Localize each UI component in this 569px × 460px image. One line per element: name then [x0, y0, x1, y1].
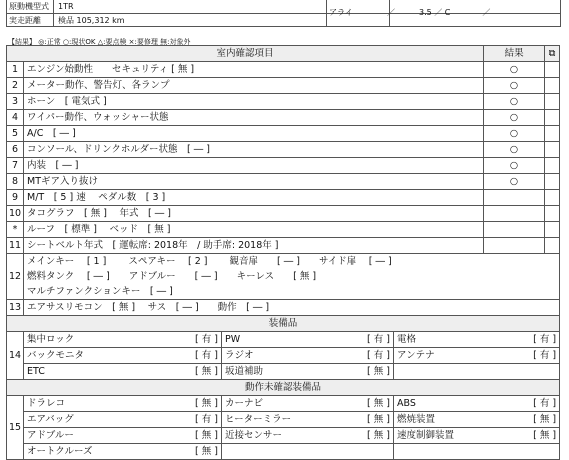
equipment-name: 速度制御装置 — [397, 429, 455, 441]
row-number: 1 — [7, 62, 24, 78]
result-mark: ○ — [484, 174, 545, 190]
item-text: 内装 [ ― ] — [24, 158, 484, 174]
engine-model-label: 原動機型式 — [7, 0, 54, 13]
equipment-name: バックモニタ — [27, 349, 85, 361]
result-header: 結果 — [484, 46, 545, 62]
equipment-cell — [222, 348, 394, 364]
row-number: 7 — [7, 158, 24, 174]
result-mark — [484, 222, 545, 238]
blank-cell — [545, 126, 560, 142]
unverified-row — [7, 428, 560, 444]
item-text: ホーン [ 電気式 ] — [24, 94, 484, 110]
result-mark: ○ — [484, 158, 545, 174]
equipment-name: アンテナ — [397, 349, 435, 361]
blank-cell — [545, 174, 560, 190]
result-mark: ○ — [484, 94, 545, 110]
equipment-status: [ 無 ] — [195, 365, 218, 377]
equipment-row — [7, 348, 560, 364]
mileage-label: 実走距離 — [7, 14, 54, 27]
equipment-status: [ 無 ] — [367, 397, 390, 409]
equipment-status: [ 無 ] — [367, 413, 390, 425]
item-text: メーター動作、警告灯、各ランプ — [24, 78, 484, 94]
row-number: 5 — [7, 126, 24, 142]
interior-row — [7, 142, 560, 158]
equipment-cell — [222, 396, 394, 412]
result-mark: ○ — [484, 110, 545, 126]
equipment-name: ETC — [27, 365, 45, 377]
interior-row — [7, 94, 560, 110]
interior-row — [7, 62, 560, 78]
row-number: 12 — [7, 254, 24, 300]
equipment-cell — [24, 332, 222, 348]
equipment-status: [ 無 ] — [533, 429, 557, 441]
result-mark: ○ — [484, 142, 545, 158]
equipment-cell — [24, 364, 222, 380]
equipment-cell — [24, 348, 222, 364]
equipment-cell — [222, 364, 394, 380]
equipment-cell — [222, 444, 394, 460]
key-info-line: メインキー [ 1 ] スペアキー [ 2 ] 観音扉 [ ― ] サイド扉 [ ― ] — [27, 256, 392, 267]
equipment-status: [ 無 ] — [367, 365, 390, 377]
equipment-cell — [394, 444, 560, 460]
result-mark — [484, 206, 545, 222]
equipment-status: [ 無 ] — [195, 445, 218, 457]
row-number: * — [7, 222, 24, 238]
row-number: 14 — [7, 332, 24, 380]
interior-row — [7, 174, 560, 190]
equipment-cell — [24, 412, 222, 428]
blank-cell — [545, 206, 560, 222]
interior-row — [7, 206, 560, 222]
result-mark: ○ — [484, 78, 545, 94]
interior-row — [7, 190, 560, 206]
result-mark — [484, 238, 545, 254]
equipment-status: [ 有 ] — [367, 333, 390, 345]
equipment-cell — [394, 332, 560, 348]
blank-cell — [545, 190, 560, 206]
mileage-value: 検品 105,312 km — [54, 14, 327, 27]
unverified-section-title: 動作未確認装備品 — [7, 380, 560, 396]
item-text: ワイパー動作、ウォッシャー状態 — [24, 110, 484, 126]
blank-cell — [545, 110, 560, 126]
item-text: タコグラフ [ 無 ] 年式 [ ― ] — [24, 206, 484, 222]
row-number: 3 — [7, 94, 24, 110]
row-number: 11 — [7, 238, 24, 254]
equipment-status: [ 有 ] — [367, 349, 390, 361]
interior-row — [7, 158, 560, 174]
equipment-status: [ 有 ] — [195, 333, 218, 345]
row-number: 9 — [7, 190, 24, 206]
item-text: A/C [ ― ] — [24, 126, 484, 142]
result-mark: ○ — [484, 62, 545, 78]
blank-cell — [545, 62, 560, 78]
equipment-cell — [222, 412, 394, 428]
equipment-cell — [222, 332, 394, 348]
row-number: 13 — [7, 300, 24, 316]
item-text: コンソール、ドリンクホルダー状態 [ ― ] — [24, 142, 484, 158]
equipment-status: [ 有 ] — [533, 333, 557, 345]
result-mark: ○ — [484, 126, 545, 142]
equipment-status: [ 無 ] — [533, 413, 557, 425]
interior-row — [7, 78, 560, 94]
equipment-name: 燃焼装置 — [397, 413, 436, 425]
blank-cell — [545, 94, 560, 110]
row-number: 6 — [7, 142, 24, 158]
unverified-row — [7, 444, 560, 460]
unverified-row — [7, 396, 560, 412]
inspection-table — [6, 45, 560, 460]
alignment-value: ／ 3.5 ／ C ／ — [387, 8, 491, 17]
equipment-name: ABS — [397, 397, 416, 409]
equipment-name: ドラレコ — [27, 397, 66, 409]
row-number: 8 — [7, 174, 24, 190]
equipment-cell — [394, 412, 560, 428]
item-text: M/T [ 5 ] 速 ペダル数 [ 3 ] — [24, 190, 484, 206]
air-suspension-text: エアサスリモコン [ 無 ] サス [ ― ] 動作 [ ― ] — [24, 300, 560, 316]
vehicle-info-header — [6, 0, 561, 27]
copy-icon[interactable]: ⧉ — [545, 46, 560, 62]
equipment-row — [7, 364, 560, 380]
row-number: 4 — [7, 110, 24, 126]
interior-row — [7, 238, 560, 254]
equipment-cell — [394, 428, 560, 444]
equipment-cell — [24, 396, 222, 412]
equipment-name: 近接センサー — [225, 429, 283, 441]
equipment-name: エアバッグ — [27, 413, 74, 425]
equipment-name: ヒーターミラー — [225, 413, 292, 425]
equipment-name: 電格 — [397, 333, 417, 345]
blank-cell — [545, 222, 560, 238]
result-mark — [484, 190, 545, 206]
equipment-status: [ 有 ] — [195, 349, 218, 361]
equipment-cell — [222, 428, 394, 444]
blank-cell — [545, 78, 560, 94]
equipment-name: PW — [225, 333, 241, 345]
equipment-status: [ 無 ] — [195, 397, 218, 409]
equipment-name: カーナビ — [225, 397, 264, 409]
equipment-name: ラジオ — [225, 349, 254, 361]
row-number: 15 — [7, 396, 24, 460]
blank-cell — [545, 238, 560, 254]
interior-row — [7, 222, 560, 238]
row-number: 2 — [7, 78, 24, 94]
equipment-name: 坂道補助 — [225, 365, 264, 377]
blank-cell — [545, 158, 560, 174]
result-legend: 【結果】 ◎:正常 ○:現状OK △:要点検 ×:要修理 無:対象外 — [8, 38, 191, 46]
equipment-status: [ 無 ] — [195, 429, 218, 441]
unverified-row — [7, 412, 560, 428]
item-text: シートベルト年式 [ 運転席: 2018年 / 助手席: 2018年 ] — [24, 238, 484, 254]
equipment-cell — [24, 428, 222, 444]
interior-row — [7, 126, 560, 142]
key-info-line: 燃料タンク [ ― ] アドブルー [ ― ] キーレス [ 無 ] — [27, 271, 317, 282]
equipment-cell — [394, 364, 560, 380]
item-text: ルーフ [ 標準 ] ベッド [ 無 ] — [24, 222, 484, 238]
interior-section-title: 室内確認項目 — [7, 46, 484, 62]
alignment-label: アライ — [323, 0, 390, 26]
equipment-section-title: 装備品 — [7, 316, 560, 332]
item-text: エンジン始動性 セキュリティ [ 無 ] — [24, 62, 484, 78]
item-text: MTギア入り抜け — [24, 174, 484, 190]
engine-model-value: 1TR — [54, 0, 327, 13]
equipment-status: [ 有 ] — [195, 413, 218, 425]
equipment-cell — [394, 348, 560, 364]
blank-cell — [545, 142, 560, 158]
equipment-cell — [24, 444, 222, 460]
equipment-status: [ 有 ] — [533, 397, 557, 409]
key-info-cell — [24, 254, 560, 300]
equipment-status: [ 有 ] — [533, 349, 557, 361]
equipment-name: オートクルーズ — [27, 445, 93, 457]
equipment-name: アドブルー — [27, 429, 74, 441]
equipment-cell — [394, 396, 560, 412]
equipment-status: [ 無 ] — [367, 429, 390, 441]
interior-row — [7, 110, 560, 126]
equipment-name: 集中ロック — [27, 333, 75, 345]
key-info-line: マルチファンクションキー [ ― ] — [27, 286, 173, 297]
equipment-row — [7, 332, 560, 348]
row-number: 10 — [7, 206, 24, 222]
